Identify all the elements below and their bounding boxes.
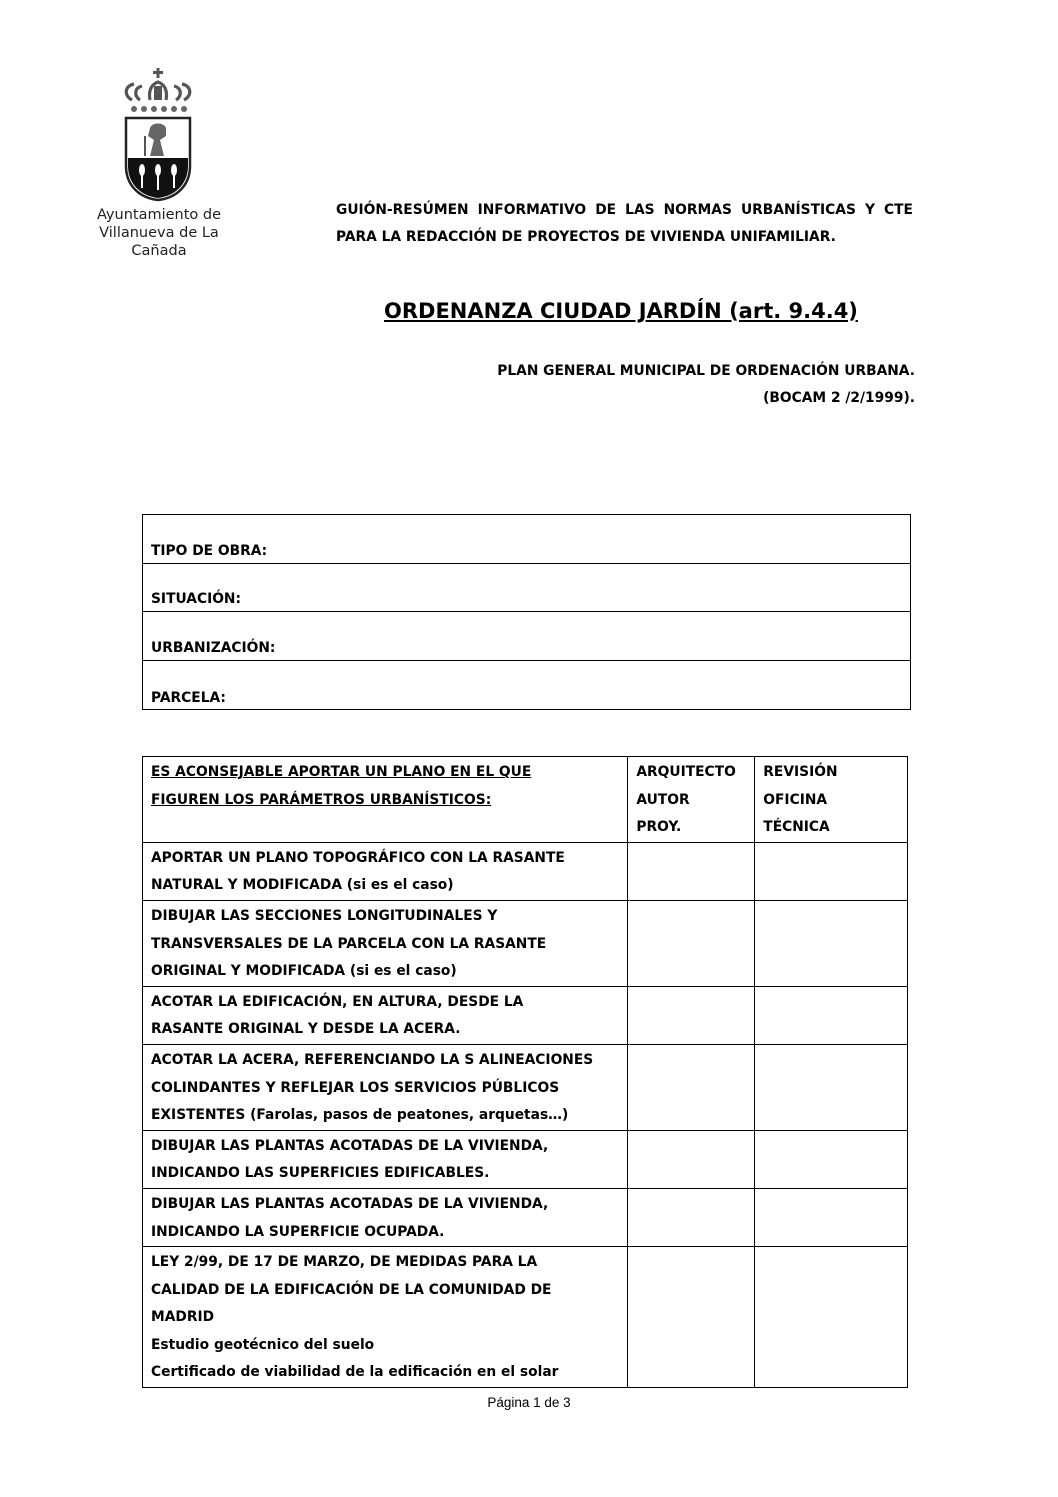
info-label: URBANIZACIÓN:	[151, 640, 276, 657]
header-text: ES ACONSEJABLE APORTAR UN PLANO EN EL QUE	[151, 764, 532, 780]
requirement-text: LEY 2/99, DE 17 DE MARZO, DE MEDIDAS PARA LA	[151, 1254, 538, 1271]
requirement-text: DIBUJAR LAS PLANTAS ACOTADAS DE LA VIVIENDA,	[151, 1137, 549, 1154]
info-label: SITUACIÓN:	[151, 591, 241, 608]
checklist-row	[143, 986, 908, 1044]
plan-reference	[497, 358, 915, 412]
requirement-text: INDICANDO LA SUPERFICIE OCUPADA.	[151, 1223, 445, 1240]
architect-check-cell[interactable]	[628, 986, 755, 1044]
review-check-cell[interactable]	[755, 842, 908, 900]
requirement-text: ORIGINAL Y MODIFICADA (si es el caso)	[151, 963, 457, 980]
checklist-row	[143, 1247, 908, 1388]
requirement-text: Certificado de viabilidad de la edificación en el solar	[151, 1364, 559, 1381]
checklist-row	[143, 1130, 908, 1188]
requirement-text: ACOTAR LA EDIFICACIÓN, EN ALTURA, DESDE LA	[151, 993, 524, 1010]
header-text: ARQUITECTO	[636, 764, 736, 780]
municipal-logo	[74, 66, 244, 259]
requirement-text: DIBUJAR LAS SECCIONES LONGITUDINALES Y	[151, 907, 498, 924]
header-text: OFICINA	[763, 791, 828, 808]
info-row-parcela[interactable]	[143, 661, 910, 710]
checklist-header-row	[143, 757, 908, 843]
review-check-cell[interactable]	[755, 1044, 908, 1130]
review-check-cell[interactable]	[755, 1188, 908, 1246]
requirement-cell	[143, 986, 628, 1044]
header-text: TÉCNICA	[763, 819, 830, 836]
requirement-text: ACOTAR LA ACERA, REFERENCIANDO LA S ALINEACIONES	[151, 1051, 594, 1068]
requirement-text: INDICANDO LAS SUPERFICIES EDIFICABLES.	[151, 1165, 490, 1182]
info-row-tipo-obra[interactable]	[143, 515, 910, 564]
requirement-cell	[143, 1247, 628, 1388]
logo-line-2: Villanueva de La Cañada	[99, 225, 219, 259]
info-row-urbanizacion[interactable]	[143, 612, 910, 661]
requirement-cell	[143, 900, 628, 986]
requirement-text: APORTAR UN PLANO TOPOGRÁFICO CON LA RASANTE	[151, 849, 565, 866]
checklist-row	[143, 842, 908, 900]
info-row-situacion[interactable]	[143, 564, 910, 613]
architect-check-cell[interactable]	[628, 1247, 755, 1388]
architect-check-cell[interactable]	[628, 900, 755, 986]
requirement-text: RASANTE ORIGINAL Y DESDE LA ACERA.	[151, 1021, 461, 1038]
requirement-text: TRANSVERSALES DE LA PARCELA CON LA RASANTE	[151, 935, 547, 952]
info-label: PARCELA:	[151, 689, 226, 706]
header-text: AUTOR	[636, 791, 690, 808]
plan-line-2: (BOCAM 2 /2/1999).	[763, 390, 915, 406]
municipality-name	[74, 206, 244, 260]
requirement-cell	[143, 1130, 628, 1188]
checklist-row	[143, 1044, 908, 1130]
requirement-cell	[143, 842, 628, 900]
requirement-text: DIBUJAR LAS PLANTAS ACOTADAS DE LA VIVIENDA,	[151, 1195, 549, 1212]
requirement-text: MADRID	[151, 1309, 215, 1326]
architect-check-cell[interactable]	[628, 1044, 755, 1130]
requirement-cell	[143, 1188, 628, 1246]
plan-line-1: PLAN GENERAL MUNICIPAL DE ORDENACIÓN URBANA.	[497, 363, 915, 379]
header-review-cell	[755, 757, 908, 843]
document-intro: GUIÓN-RESÚMEN INFORMATIVO DE LAS NORMAS URBANÍSTICAS Y CTE PARA LA REDACCIÓN DE PROYECTOS DE VIVIENDA UNIFAMILIAR.	[336, 202, 913, 245]
requirement-text: CALIDAD DE LA EDIFICACIÓN DE LA COMUNIDAD DE	[151, 1281, 552, 1298]
logo-line-1: Ayuntamiento de	[96, 207, 222, 223]
page-number: Página 1 de 3	[487, 1395, 571, 1410]
requirement-text: COLINDANTES Y REFLEJAR LOS SERVICIOS PÚBLICOS	[151, 1079, 560, 1096]
header-requirements-cell	[143, 757, 628, 843]
requirement-text: EXISTENTES (Farolas, pasos de peatones, arquetas…)	[151, 1107, 569, 1124]
review-check-cell[interactable]	[755, 986, 908, 1044]
header-architect-cell	[628, 757, 755, 843]
checklist-table	[142, 756, 908, 1388]
header-text: FIGUREN LOS PARÁMETROS URBANÍSTICOS:	[151, 791, 492, 808]
architect-check-cell[interactable]	[628, 1130, 755, 1188]
architect-check-cell[interactable]	[628, 842, 755, 900]
header-text: PROY.	[636, 819, 682, 836]
review-check-cell[interactable]	[755, 1130, 908, 1188]
page-title: ORDENANZA CIUDAD JARDÍN (art. 9.4.4)	[384, 299, 858, 323]
review-check-cell[interactable]	[755, 1247, 908, 1388]
header-text: REVISIÓN	[763, 764, 838, 780]
review-check-cell[interactable]	[755, 900, 908, 986]
architect-check-cell[interactable]	[628, 1188, 755, 1246]
project-info-table	[142, 514, 911, 710]
requirement-text: NATURAL Y MODIFICADA (si es el caso)	[151, 877, 454, 894]
checklist-row	[143, 900, 908, 986]
info-label: TIPO DE OBRA:	[151, 542, 268, 559]
requirement-text: Estudio geotécnico del suelo	[151, 1336, 375, 1353]
coat-of-arms-icon	[120, 66, 196, 202]
requirement-cell	[143, 1044, 628, 1130]
checklist-row	[143, 1188, 908, 1246]
